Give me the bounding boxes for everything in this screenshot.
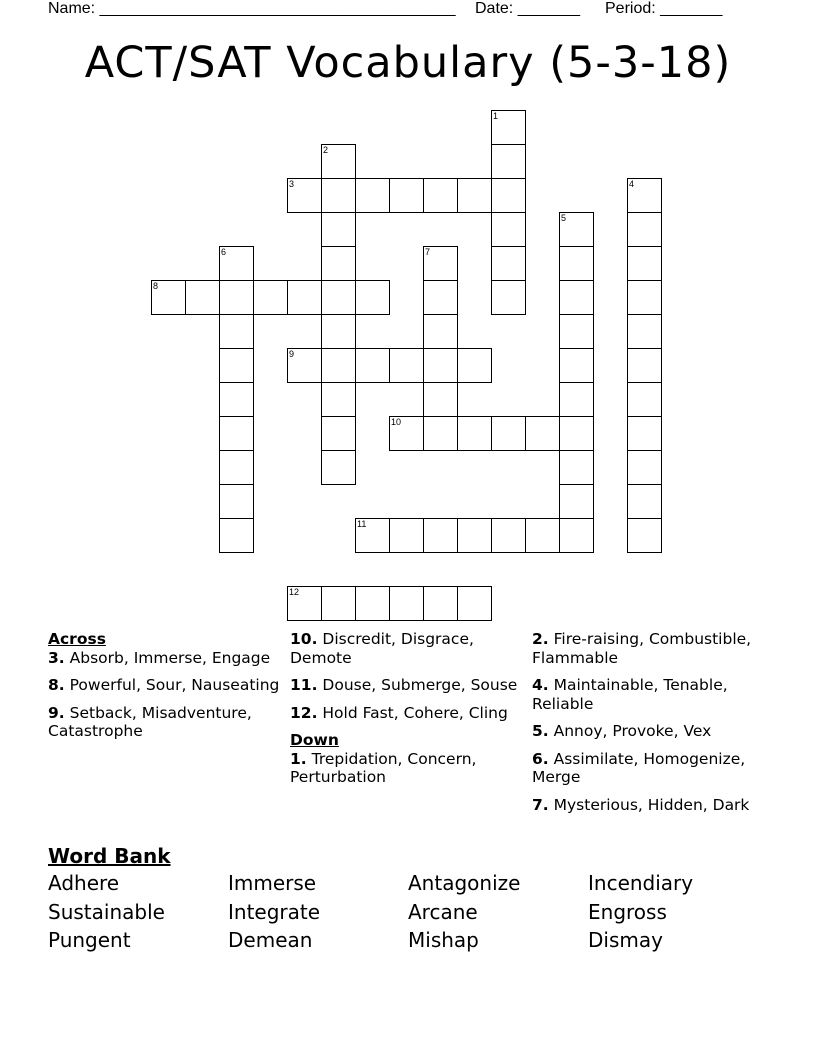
clue-text: Hold Fast, Cohere, Cling <box>322 703 508 722</box>
word-bank-item: Mishap <box>408 928 479 952</box>
crossword-cell[interactable] <box>423 348 458 383</box>
crossword-cell[interactable] <box>219 280 254 315</box>
crossword-cell[interactable] <box>423 518 458 553</box>
clue-across-8 <box>48 676 280 695</box>
crossword-cell[interactable] <box>627 416 662 451</box>
down-heading: Down <box>290 731 339 749</box>
crossword-cell[interactable] <box>219 382 254 417</box>
clue-across-10 <box>290 630 522 667</box>
crossword-cell[interactable] <box>219 314 254 349</box>
word-bank-item: Dismay <box>588 928 663 952</box>
clue-column-3 <box>532 630 768 823</box>
crossword-cell[interactable] <box>355 586 390 621</box>
crossword-cell[interactable] <box>321 416 356 451</box>
crossword-cell[interactable] <box>559 450 594 485</box>
clue-number-label: 4 <box>629 179 635 189</box>
crossword-cell[interactable] <box>355 348 390 383</box>
clue-number-label: 2 <box>323 145 329 155</box>
clue-across-12 <box>290 704 522 723</box>
page-title: ACT/SAT Vocabulary (5-3-18) <box>84 38 732 88</box>
crossword-cell[interactable] <box>389 518 424 553</box>
crossword-cell[interactable] <box>559 416 594 451</box>
crossword-cell[interactable] <box>491 280 526 315</box>
word-bank-item: Immerse <box>228 871 317 895</box>
crossword-cell[interactable] <box>627 382 662 417</box>
clue-number-label: 8 <box>153 281 159 291</box>
clue-text: Fire-raising, Combustible, Flammable <box>532 630 752 667</box>
crossword-cell[interactable] <box>491 212 526 247</box>
clue-down-7 <box>532 796 768 815</box>
crossword-cell[interactable] <box>287 280 322 315</box>
clue-text: Discredit, Disgrace, Demote <box>290 630 474 667</box>
crossword-cell[interactable] <box>457 416 492 451</box>
clue-number-label: 6 <box>221 247 227 257</box>
clue-number-label: 9 <box>289 349 295 359</box>
crossword-cell[interactable] <box>491 178 526 213</box>
clue-across-3 <box>48 649 280 668</box>
crossword-cell[interactable] <box>389 348 424 383</box>
word-bank-item: Incendiary <box>588 871 694 895</box>
crossword-cell[interactable] <box>559 348 594 383</box>
crossword-cell[interactable] <box>457 586 492 621</box>
crossword-cell[interactable] <box>389 178 424 213</box>
clue-number: 2. <box>532 630 549 648</box>
crossword-cell[interactable] <box>559 280 594 315</box>
across-heading: Across <box>48 630 106 648</box>
crossword-cell[interactable] <box>321 280 356 315</box>
word-bank-item: Engross <box>588 899 667 924</box>
clue-text: Mysterious, Hidden, Dark <box>553 795 750 814</box>
crossword-cell[interactable] <box>559 314 594 349</box>
crossword-cell[interactable] <box>627 280 662 315</box>
word-bank-item: Adhere <box>48 871 120 895</box>
crossword-cell[interactable] <box>457 178 492 213</box>
clue-number-label: 3 <box>289 179 295 189</box>
clue-number-label: 12 <box>289 587 300 597</box>
clue-number: 11. <box>290 676 318 694</box>
clue-down-2 <box>532 630 768 667</box>
crossword-cell[interactable] <box>627 518 662 553</box>
name-field: Name: ________________________________________ <box>48 0 456 17</box>
word-bank-item: Arcane <box>408 899 478 924</box>
crossword-cell[interactable] <box>355 178 390 213</box>
crossword-cell[interactable] <box>219 518 254 553</box>
clue-number-label: 5 <box>561 213 567 223</box>
crossword-cell[interactable] <box>457 518 492 553</box>
crossword-cell[interactable] <box>219 348 254 383</box>
clue-column-2 <box>290 630 522 796</box>
clue-text: Douse, Submerge, Souse <box>322 676 518 694</box>
crossword-cell[interactable] <box>491 246 526 281</box>
clue-text: Trepidation, Concern, Perturbation <box>290 749 477 786</box>
crossword-cell[interactable] <box>321 246 356 281</box>
clue-text: Assimilate, Homogenize, Merge <box>532 749 746 786</box>
clue-number: 6. <box>532 749 549 768</box>
crossword-cell[interactable] <box>423 280 458 315</box>
crossword-cell[interactable] <box>321 586 356 621</box>
date-field: Date: _______ <box>475 0 580 17</box>
clue-number: 9. <box>48 703 65 722</box>
crossword-cell[interactable] <box>559 484 594 519</box>
crossword-cell[interactable] <box>185 280 220 315</box>
clue-number-label: 10 <box>391 417 402 427</box>
crossword-cell[interactable] <box>423 314 458 349</box>
crossword-cell[interactable] <box>627 348 662 383</box>
word-bank-item: Demean <box>228 928 313 952</box>
word-bank-item: Integrate <box>228 899 321 924</box>
clue-number-label: 7 <box>425 247 431 257</box>
word-bank-item: Pungent <box>48 928 131 952</box>
crossword-cell[interactable] <box>321 178 356 213</box>
crossword-cell[interactable] <box>321 212 356 247</box>
clue-down-5 <box>532 722 768 741</box>
crossword-cell[interactable] <box>525 416 560 451</box>
crossword-cell[interactable] <box>491 144 526 179</box>
crossword-cell[interactable] <box>321 348 356 383</box>
crossword-cell[interactable] <box>559 246 594 281</box>
clue-number: 4. <box>532 676 549 694</box>
crossword-cell[interactable] <box>423 178 458 213</box>
crossword-cell[interactable] <box>559 518 594 553</box>
crossword-cell[interactable] <box>627 450 662 485</box>
crossword-cell[interactable] <box>389 586 424 621</box>
crossword-cell[interactable] <box>423 586 458 621</box>
crossword-cell[interactable] <box>491 518 526 553</box>
word-bank-title: Word Bank <box>48 844 171 868</box>
crossword-cell[interactable] <box>219 416 254 451</box>
clue-down-6 <box>532 750 768 787</box>
clue-number: 1. <box>290 749 307 768</box>
word-bank-item: Antagonize <box>408 871 521 895</box>
crossword-cell[interactable] <box>219 450 254 485</box>
word-bank-item: Sustainable <box>48 899 165 924</box>
crossword-cell[interactable] <box>627 314 662 349</box>
clue-text: Setback, Misadventure, Catastrophe <box>48 703 252 740</box>
clue-down-4 <box>532 676 768 713</box>
crossword-cell[interactable] <box>457 348 492 383</box>
crossword-cell[interactable] <box>627 212 662 247</box>
clue-number: 12. <box>290 703 318 722</box>
clue-number: 8. <box>48 676 65 694</box>
clue-text: Maintainable, Tenable, Reliable <box>532 676 728 713</box>
crossword-cell[interactable] <box>321 450 356 485</box>
clue-across-9 <box>48 704 280 741</box>
clue-number: 3. <box>48 648 65 667</box>
crossword-cell[interactable] <box>423 416 458 451</box>
crossword-cell[interactable] <box>627 484 662 519</box>
clue-number-label: 1 <box>493 111 499 121</box>
word-bank <box>48 872 768 952</box>
crossword-cell[interactable] <box>355 280 390 315</box>
clue-text: Annoy, Provoke, Vex <box>553 722 712 740</box>
clue-across-11 <box>290 676 522 695</box>
crossword-cell[interactable] <box>219 484 254 519</box>
crossword-cell[interactable] <box>423 382 458 417</box>
crossword-cell[interactable] <box>627 246 662 281</box>
crossword-cell[interactable] <box>253 280 288 315</box>
clue-number: 10. <box>290 630 318 648</box>
period-field: Period: _______ <box>605 0 723 17</box>
crossword-cell[interactable] <box>559 382 594 417</box>
crossword-cell[interactable] <box>525 518 560 553</box>
crossword-cell[interactable] <box>491 416 526 451</box>
clue-number: 5. <box>532 722 549 740</box>
clue-column-1 <box>48 630 280 750</box>
clue-down-1 <box>290 750 522 787</box>
crossword-cell[interactable] <box>321 314 356 349</box>
clue-text: Absorb, Immerse, Engage <box>69 648 271 667</box>
clue-text: Powerful, Sour, Nauseating <box>69 676 280 694</box>
clue-number: 7. <box>532 795 549 814</box>
clue-number-label: 11 <box>357 519 367 529</box>
crossword-cell[interactable] <box>321 382 356 417</box>
